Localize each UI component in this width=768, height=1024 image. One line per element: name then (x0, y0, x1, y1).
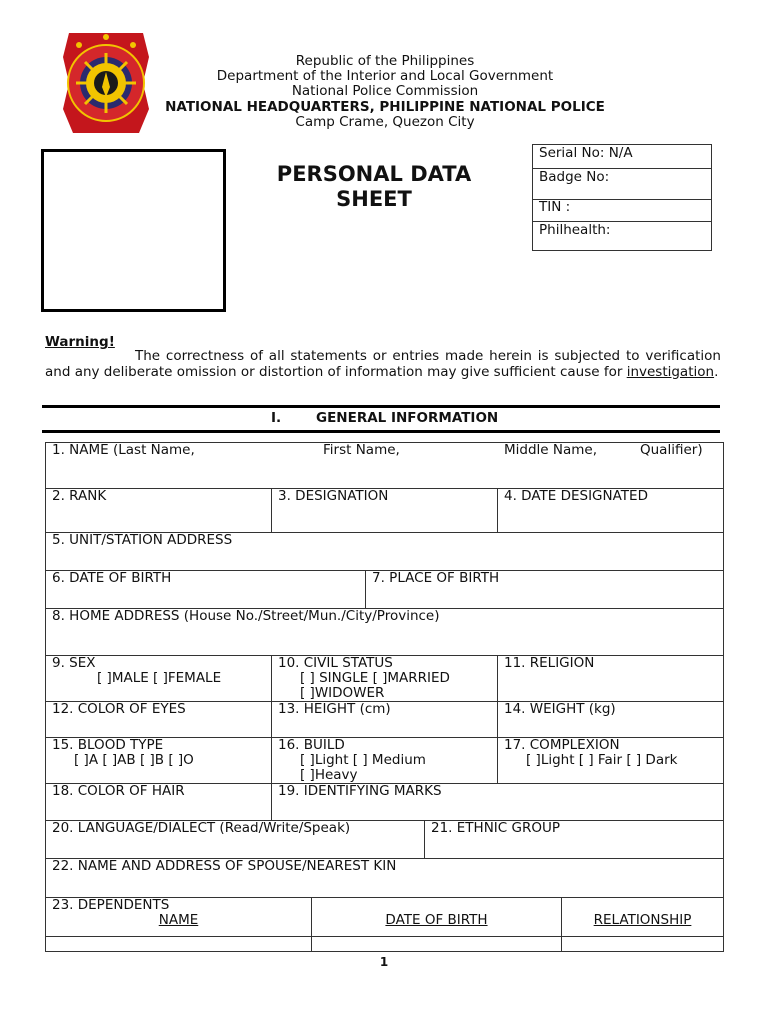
ethnic-group-label: 21. ETHNIC GROUP (431, 820, 560, 836)
designation-field[interactable] (272, 489, 498, 533)
dependent-rel-cell[interactable] (562, 937, 724, 952)
warning-text: The correctness of all statements or entries made herein is subjected to verification and any deliberate omission or distortion of information may give sufficient cause for investigation. (45, 348, 721, 380)
dependent-dob-cell[interactable] (312, 937, 562, 952)
dependent-name-cell[interactable] (46, 937, 312, 952)
dep-name-col: NAME (158, 912, 199, 928)
philhealth-field[interactable]: Philhealth: (533, 221, 711, 250)
civil-status-field[interactable] (272, 656, 498, 702)
eyes-label: 12. COLOR OF EYES (52, 701, 186, 717)
spouse-field[interactable] (46, 859, 724, 898)
warning-heading: Warning! (45, 334, 115, 350)
date-of-birth-label: 6. DATE OF BIRTH (52, 570, 172, 586)
sex-field[interactable] (46, 656, 272, 702)
complexion-label: 17. COMPLEXION (504, 737, 620, 753)
unit-address-label: 5. UNIT/STATION ADDRESS (52, 532, 233, 548)
civil-status-checkboxes-1[interactable]: [ ] SINGLE [ ]MARRIED (300, 670, 450, 686)
height-field[interactable] (272, 702, 498, 738)
page-number: 1 (379, 955, 389, 969)
section-title: GENERAL INFORMATION (316, 410, 499, 426)
blood-type-checkboxes[interactable]: [ ]A [ ]AB [ ]B [ ]O (74, 752, 194, 768)
date-of-birth-field[interactable] (46, 571, 366, 609)
page-title (245, 162, 503, 212)
section-rule-bottom (42, 430, 720, 433)
id-box (532, 144, 712, 251)
blood-type-label: 15. BLOOD TYPE (52, 737, 164, 753)
complexion-field[interactable] (498, 738, 724, 784)
header-camp: Camp Crame, Quezon City (295, 114, 475, 130)
dependents-label: 23. DEPENDENTS (52, 897, 170, 913)
eyes-field[interactable] (46, 702, 272, 738)
date-designated-label: 4. DATE DESIGNATED (504, 488, 648, 504)
dep-rel-col: RELATIONSHIP (593, 912, 692, 928)
section-rule-top (42, 405, 720, 408)
badge-no-field[interactable]: Badge No: (533, 168, 711, 199)
header-pnp: NATIONAL HEADQUARTERS, PHILIPPINE NATIONAL POLICE (165, 99, 605, 115)
build-label: 16. BUILD (278, 737, 345, 753)
header-republic: Republic of the Philippines (295, 53, 475, 69)
section-number: I. (271, 410, 282, 426)
civil-status-checkboxes-2[interactable]: [ ]WIDOWER (300, 685, 385, 701)
complexion-checkboxes[interactable]: [ ]Light [ ] Fair [ ] Dark (526, 752, 678, 768)
header-napolcom: National Police Commission (291, 83, 479, 99)
general-information-table (45, 442, 724, 952)
language-field[interactable] (46, 821, 425, 859)
dependents-dob-header (312, 898, 562, 937)
home-address-label: 8. HOME ADDRESS (House No./Street/Mun./City/Province) (52, 608, 440, 624)
name-label: 1. NAME (Last Name, (52, 442, 195, 458)
dependents-name-header (46, 898, 312, 937)
rank-label: 2. RANK (52, 488, 107, 504)
place-of-birth-field[interactable] (366, 571, 724, 609)
identifying-marks-field[interactable] (272, 784, 724, 821)
place-of-birth-label: 7. PLACE OF BIRTH (372, 570, 500, 586)
title-line-2: SHEET (336, 187, 412, 211)
investigation-word: investigation (626, 363, 715, 380)
dependents-rel-header (562, 898, 724, 937)
designation-label: 3. DESIGNATION (278, 488, 389, 504)
tin-field[interactable]: TIN : (533, 199, 711, 221)
unit-address-field[interactable] (46, 533, 724, 571)
sex-checkboxes[interactable]: [ ]MALE [ ]FEMALE (97, 670, 222, 686)
religion-field[interactable] (498, 656, 724, 702)
pnp-logo (59, 27, 153, 139)
name-qualifier-label: Qualifier) (640, 442, 703, 458)
rank-field[interactable] (46, 489, 272, 533)
civil-status-label: 10. CIVIL STATUS (278, 655, 393, 671)
photo-box[interactable] (41, 149, 226, 312)
date-designated-field[interactable] (498, 489, 724, 533)
weight-label: 14. WEIGHT (kg) (504, 701, 616, 717)
header-dilg: Department of the Interior and Local Government (216, 68, 554, 84)
ethnic-group-field[interactable] (425, 821, 724, 859)
serial-no-field[interactable]: Serial No: N/A (539, 145, 633, 161)
hair-label: 18. COLOR OF HAIR (52, 783, 185, 799)
height-label: 13. HEIGHT (cm) (278, 701, 391, 717)
spouse-label: 22. NAME AND ADDRESS OF SPOUSE/NEAREST KIN (52, 858, 397, 874)
title-line-1: PERSONAL DATA (276, 162, 472, 186)
name-first-label: First Name, (323, 442, 400, 458)
blood-type-field[interactable] (46, 738, 272, 784)
build-checkboxes-1[interactable]: [ ]Light [ ] Medium (300, 752, 426, 768)
name-middle-label: Middle Name, (504, 442, 598, 458)
hair-field[interactable] (46, 784, 272, 821)
identifying-marks-label: 19. IDENTIFYING MARKS (278, 783, 442, 799)
name-field[interactable] (46, 443, 724, 489)
dep-dob-col: DATE OF BIRTH (385, 912, 488, 928)
home-address-field[interactable] (46, 609, 724, 656)
religion-label: 11. RELIGION (504, 655, 595, 671)
sex-label: 9. SEX (52, 655, 96, 671)
build-checkboxes-2[interactable]: [ ]Heavy (300, 767, 358, 783)
weight-field[interactable] (498, 702, 724, 738)
language-label: 20. LANGUAGE/DIALECT (Read/Write/Speak) (52, 820, 351, 836)
build-field[interactable] (272, 738, 498, 784)
